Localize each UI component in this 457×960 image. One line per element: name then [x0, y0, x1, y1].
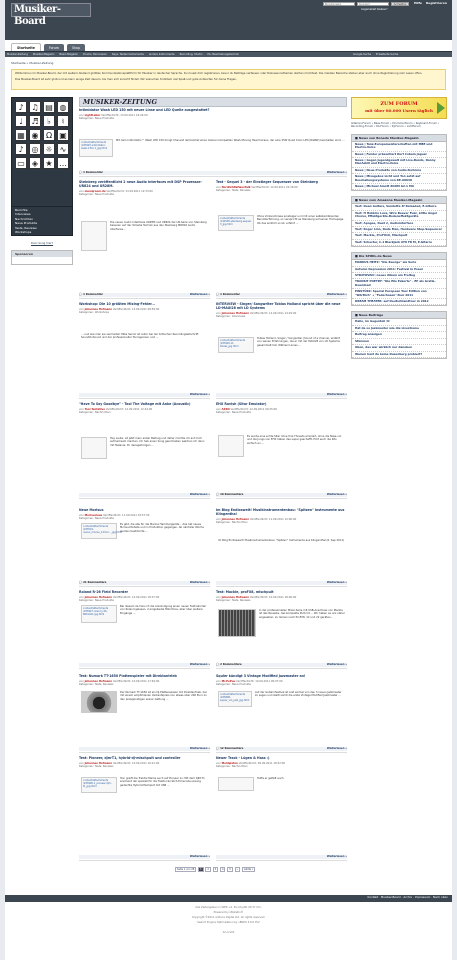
news-block: [351, 311, 447, 358]
article-card: [79, 591, 210, 669]
article-meta: von Mr.PoPuu Veröffentlicht: 10.09.2011 09:07:00 Kategorien: Neue Produkte: [216, 679, 283, 687]
page-button[interactable]: 1: [200, 868, 202, 871]
read-more-link[interactable]: Weiterlesen »: [326, 663, 347, 666]
news-item[interactable]: STRATOVAIC: neues Album am Freitag: [352, 273, 446, 279]
article-author[interactable]: Nordlicht&HausTalk: [221, 185, 251, 189]
article-meta: von Johannes Hofmann Veröffentlicht: 11.09.2011 12:06:00 Kategorien: Nachrichten: [216, 517, 297, 524]
article-thumbnail[interactable]: content/attachments /183898-squier_vm_jazz_jpg.html: [218, 691, 252, 707]
article-author[interactable]: LightLabor: [84, 113, 101, 117]
news-item[interactable]: Test: Apogee, Duet 2, Audiointerface: [352, 221, 446, 227]
article-thumbnail[interactable]: [218, 609, 256, 637]
article-card: [79, 509, 210, 587]
computer-icon[interactable]: ▭: [15, 157, 27, 169]
article-author[interactable]: Johannes Hofmann: [84, 307, 113, 311]
read-more-link[interactable]: Weiterlesen »: [326, 171, 347, 174]
instrument-icon-grid: [11, 97, 73, 207]
footer-copyright: Copyright ©2011 Adduce Digital Ltd. All rights reserved.: [191, 916, 266, 919]
saxophone-icon[interactable]: ♮: [57, 115, 69, 127]
page: [5, 0, 452, 960]
next-page-button[interactable]: »: [236, 868, 239, 871]
article-meta: von AXXO Veröffentlicht: 12.09.2011 09:45:00 Kategorien: Neue Produkte: [216, 407, 277, 415]
news-block: [351, 134, 447, 192]
article-title[interactable]: Test - Sequel 3 - der Einstieger Sequenzer von Steinberg: [216, 180, 318, 184]
article-card: [216, 591, 347, 669]
read-more-link[interactable]: Weiterlesen »: [189, 855, 210, 858]
comments-link[interactable]: 💬 21 Kommentare: [79, 581, 107, 584]
amp-icon[interactable]: ▣: [57, 129, 69, 141]
header-bar: [5, 0, 452, 50]
footer-text: [5, 905, 452, 935]
arrow-right-icon: [437, 102, 445, 114]
sponsors-heading: Sponsoren: [12, 251, 72, 257]
news-item[interactable]: Warum hast du keine Dusenberg probiert?: [352, 352, 446, 358]
news-item[interactable]: Test: Roger Linn, Dude Man, Hardware Step-Sequencer: [352, 227, 446, 233]
footer-links: Kontakt · Musiker-Board · Archiv · Impressum · Nach oben: [367, 895, 448, 899]
article-title[interactable]: Test: Numark TT-1650 Plattenspieler mit Direktantrieb: [79, 674, 177, 678]
article-thumbnail[interactable]: [81, 221, 107, 251]
article-excerpt: Der Numark TT-1650 ist ein DJ-Plattenspieler mit Direktantrieb, der mit einem empfohlenen Verkaufspreis von etwas über 200 Euro zu den preisgünstigen seiner Gattung ...: [120, 691, 207, 701]
article-card: [79, 181, 210, 299]
news-item[interactable]: MARKUS HEITZ: "Die Zwerge" als Serie: [352, 260, 446, 266]
article-author[interactable]: Morisusluus: [84, 513, 103, 517]
news-block: [351, 196, 447, 247]
article-thumbnail[interactable]: content/attachments /183990-1_pioneer-djm-t1_jpg.html: [81, 777, 117, 793]
article-excerpt: In der professionellen Mixer-Serie mit USB-Anschluss von Mackie ist das Neueste, das kompakte Pult mit ... Wir haben es uns näher angesehen, zu deinen nach ProFX8, 12 und 22 geräten...: [259, 609, 345, 619]
subnav-right: [351, 52, 447, 57]
article-footer: [79, 171, 347, 175]
news-item[interactable]: Autumn Depression 2011: Festival in Essen: [352, 267, 446, 273]
page-button[interactable]: 2: [207, 868, 209, 871]
article-meta: von LightLabor Veröffentlicht: 13.09.2011 16:24:00 Kategorien: Neue Produkte: [79, 113, 148, 121]
article-author[interactable]: Johannes Hofmann: [84, 595, 113, 599]
subnav-item[interactable]: PA, Beschallungstechnik: [207, 53, 239, 56]
article-excerpt: Es gibt, die alle für die Marine Hammergeräte ...das hat neues Morisu-Modelle und in Produktion gegangen. Ab nächster Woche werden bestimmte ...: [120, 523, 204, 533]
username-input[interactable]: [323, 2, 355, 6]
tab-startseite[interactable]: Startseite: [11, 43, 41, 51]
article-excerpt: Die neuen Audio Interfaces UR28M und UR824 der UR-Serie von Steinberg basieren auf der Yamaha Technik aus den Steinberg MR816 Audio Interfaces...: [110, 221, 207, 231]
subnav-item[interactable]: andere Instrumente: [148, 53, 175, 56]
news-block-heading[interactable]: ■ Neue Beiträge: [352, 312, 446, 319]
notice-text: Das Musiker-Board ist sehr groß und es kann einige Zeit dauern, bis man sich zurecht findet. Wir wünschen trotzdem viel Spaß und gute Antworten für deine Fragen.: [15, 76, 237, 81]
subnav-item[interactable]: Basic-Magazin: [59, 53, 78, 56]
news-block-heading[interactable]: ■ Die SPIRIL.de News: [352, 253, 446, 260]
cable-icon[interactable]: ∿: [57, 143, 69, 155]
article-card: [216, 303, 347, 399]
category-link[interactable]: Berichte: [15, 208, 28, 212]
article-card: [216, 757, 347, 861]
article-thumbnail[interactable]: [81, 691, 117, 713]
news-item[interactable]: News | Tanz-Europameisterschaften mit MBE und Electro-Voice: [352, 142, 446, 152]
welcome-notice: [11, 69, 446, 90]
page-info: Seite 1 von 28: [177, 868, 195, 871]
keyboard-icon[interactable]: ▤: [43, 101, 55, 113]
article-author[interactable]: musiqroom.de: [84, 189, 106, 193]
news-item[interactable]: Beitrag anzeigen: [352, 332, 446, 338]
read-more-link[interactable]: Weiterlesen »: [189, 493, 210, 496]
news-item[interactable]: Stimmen: [352, 339, 446, 345]
read-more-link[interactable]: Weiterlesen »: [326, 293, 347, 296]
news-item[interactable]: EINSTÜRZ: Special European Tour Edition von "Wörtlich" + "Federhosen"-Tour 2011: [352, 289, 446, 299]
article-meta: von Johannes Hofmann Veröffentlicht: 12.09.2011 14:29:00 Kategorien: Interviews: [216, 311, 297, 318]
article-author[interactable]: AXXO: [221, 407, 230, 411]
song-promo-link[interactable]: Dein Song hier?: [30, 241, 54, 246]
sponsors-box: [11, 250, 73, 265]
category-links: [11, 207, 73, 236]
article-excerpt: Tobias Holland, Singer / Songwriter (Sound of a chance), erzählt von seinen Erfahrungen, die er mit der MAUI28 von LD Systems gesammelt hat. Während eines ...: [257, 337, 340, 347]
article-meta: von Morisusluus Veröffentlicht: 11.09.2011 19:57:00 Kategorien: Neue Produkte: [79, 513, 150, 521]
article-card: [79, 109, 347, 177]
help-link[interactable]: Hilfe: [414, 1, 422, 5]
dj-icon[interactable]: ◎: [29, 143, 41, 155]
tab-shop[interactable]: Shop: [67, 44, 85, 52]
headphones-icon[interactable]: Ω: [43, 129, 55, 141]
article-title[interactable]: Im Blog Endlosweit! Musikinstrumentenbau: "Spitzen" Instrumente aus Klingenthal: [216, 508, 345, 516]
stage-icon[interactable]: ★: [43, 157, 55, 169]
footer-link-archive[interactable]: Archiv: [403, 895, 413, 899]
left-sidebar: [11, 97, 73, 265]
read-more-link[interactable]: Weiterlesen »: [326, 855, 347, 858]
article-title[interactable]: INTERVIEW - Singer/ Songwriter Tobias Holland spricht über die neue LD-MAUI28 mit LD Systems: [216, 302, 341, 310]
sub-navigation: [5, 51, 452, 57]
article-thumbnail[interactable]: content/attachments /192595-steinberg-sequel-3_jpg.html: [218, 215, 254, 231]
article-author[interactable]: Mr.PoPuu: [221, 679, 236, 683]
forum-links[interactable]: Gitarren-Forum • Bass-Forum • Drummerforum • Keyboard-Forum • Recording-Forum • PA-Forum • DJ-Forum • Lichtforum: [351, 122, 440, 129]
news-item[interactable]: Test: H Hokkiro Luca, Wire Beaver Fuzz, Little Angel Chorus, Effektgeräte-Bodeneffektgeräte: [352, 211, 446, 221]
news-blocks: [351, 134, 447, 359]
article-title[interactable]: Squier kündigt 3 Vintage Modified Jazzmaster an!: [216, 674, 306, 678]
news-item[interactable]: News | Gegen Jugendgewalt mit Live-Bands, Danny MacAskill und Electro-Voice: [352, 158, 446, 168]
news-block-heading[interactable]: ■ News vom Amazona Musiker-Magazin: [352, 197, 446, 204]
article-title[interactable]: Intimidator Wash LED 150 mit neuer Linse und LED Quelle ausgestattet?: [79, 108, 210, 112]
site-logo[interactable]: Musiker-Board: [11, 3, 91, 17]
breadcrumb[interactable]: Startseite » Musiker-Zeitung: [11, 61, 54, 65]
footer-link-contact[interactable]: Kontakt: [367, 895, 379, 899]
article-title[interactable]: Test: Pioneer, djm-T1, hybrid-dj-mischpult und controller: [79, 756, 181, 760]
article-meta: von Johannes Hofmann Veröffentlicht: 12.09.2011 08:59:00 Kategorien: Workshops: [79, 307, 160, 315]
page-button[interactable]: 4: [221, 868, 224, 871]
article-title[interactable]: Roland R-26 Field Recorder: [79, 590, 129, 594]
footer-powered: Powered by vBulletin®: [213, 911, 244, 914]
last-page-button[interactable]: Letzte »: [243, 868, 254, 871]
pagination: [175, 867, 256, 872]
footer-seo: Search Engine Optimization by vBSEO 3.6.0 PL2: [197, 921, 260, 924]
article-thumbnail[interactable]: [81, 437, 107, 459]
article-meta: von musiqroom.de Veröffentlicht: 13.09.2011 12:33:00 Kategorien: Neue Produkte: [79, 189, 153, 196]
subnav-item[interactable]: Recording, Studio: [179, 53, 203, 56]
news-item[interactable]: Test: Schecter, C-1 Blackjack ATX FR M, E-Gitarre: [352, 240, 446, 246]
news-item[interactable]: Test: Dean Guitars, Vendetta 4f Reloaded, E-Gitarre: [352, 204, 446, 210]
page-button[interactable]: 5: [229, 868, 231, 871]
news-item[interactable]: Hat da so Jazzmaster wie die Livestreme: [352, 326, 446, 332]
news-block: [351, 252, 447, 306]
article-card: [79, 403, 210, 499]
article-thumbnail[interactable]: content/attachments /183920-ld-tobias_jpg.html: [218, 337, 254, 353]
read-more-link[interactable]: Weiterlesen »: [189, 393, 210, 396]
category-link[interactable]: Nachrichten: [15, 216, 34, 221]
article-excerpt: Es wurde eine echte Sitar ohne Ihre Threads emuliert, ohne die Nase vor und die Jungs von EHX haben das super geschafft. Hört euch die Kits einfach an ...: [247, 435, 342, 445]
footer-link-top[interactable]: Nach oben: [433, 895, 448, 899]
guitar-icon[interactable]: ♪: [15, 101, 27, 113]
microphone-icon[interactable]: ♩: [15, 115, 27, 127]
bass-icon[interactable]: ♫: [29, 101, 41, 113]
trumpet-icon[interactable]: ♭: [43, 115, 55, 127]
news-item[interactable]: Hallo, im Gegenteil :D: [352, 319, 446, 325]
article-author[interactable]: Johannes Hofmann: [221, 595, 250, 599]
main-tabs: [11, 43, 87, 51]
footer-link-imprint[interactable]: Impressum: [414, 895, 431, 899]
read-more-link[interactable]: Weiterlesen »: [326, 393, 347, 396]
article-excerpt: ... und wie man sie vermeidet. Mike Senior ist Autor bei der britischen Recordingzeitschrift SoundOnSound und der professioneller Toningenieur und ...: [81, 333, 199, 340]
drum-icon[interactable]: ◍: [57, 101, 69, 113]
register-link[interactable]: Registrieren: [426, 1, 447, 5]
read-more-link[interactable]: Weiterlesen »: [189, 293, 210, 296]
banner-subtitle: mit über 80.000 Usern täglich: [365, 107, 433, 113]
article-title[interactable]: Neue Morisus: [79, 508, 104, 512]
article-thumbnail[interactable]: content/attachments /183519-nuevo_morisu_12mm..._jpg.html: [81, 523, 117, 539]
article-excerpt: Hon greift die Traktor-Meme auch auf Pioneer zu: Mit dem DJM-T1 erscheint der speziell für die Traktor-Scratch-Timecode-Lösung gedachte Hybrid-Mischpult mit USB ...: [120, 777, 205, 787]
footer-timezone: Alle Zeitangaben in WEZ +2. Es ist jetzt 20:37 Uhr.: [195, 906, 262, 909]
article-excerpt: Mit dem Intimidator™ Wash LED 150 bringt Chauvet demnächst einen kleinen kompakten Wash-Moving Head heraus, der eine 45W Quad Color LED (RGBW) beinhalten wird, ...: [116, 139, 345, 142]
article-card: [216, 509, 347, 587]
news-item[interactable]: Oben, das war wirklich nur daneben: [352, 345, 446, 351]
read-more-link[interactable]: Weiterlesen »: [326, 747, 347, 750]
comments-link[interactable]: 💬 12 Kommentare: [216, 747, 244, 750]
login-box: [323, 2, 448, 16]
article-meta: von Moldpiston Veröffentlicht: 09.09.2011 18:52:00 Kategorien: Nachrichten: [216, 761, 286, 769]
google-search-link[interactable]: Google-Suche: [353, 53, 372, 56]
subnav-item[interactable]: Keys, Tasteninstrumente: [111, 53, 144, 56]
article-title[interactable]: Test: Mackie, proFX8, mischpult: [216, 590, 274, 594]
footer-bar: [5, 895, 452, 902]
article-excerpt: Im Blog Endlosweit! Musikinstrumentenbau: "Spitzen" Instrumente aus Klingenthal (6. Sep 2011): [218, 539, 345, 542]
article-author[interactable]: Johannes Hofmann: [84, 679, 113, 683]
news-item[interactable]: TRANSIT POETRY: "Die Eile Eskorte" - EP als Gratis-Download: [352, 279, 446, 289]
note-icon[interactable]: ♪: [15, 143, 27, 155]
news-item[interactable]: News | Michael Amott ZOOM G2.1 MA: [352, 184, 446, 190]
advanced-search-link[interactable]: Erweiterte Suche: [376, 53, 399, 56]
main-content: [79, 97, 347, 871]
read-more-link[interactable]: Weiterlesen »: [189, 663, 210, 666]
light-icon[interactable]: ☼: [43, 143, 55, 155]
article-excerpt: Bei diesem de hole ich die Ankündigung einen neuen Feldrekorder von Roland gelesen. 2 eingebaute Mikrofone, aber über weitere Eingänge ...: [120, 605, 207, 615]
news-block-heading[interactable]: ■ News von Bonedo Musiker-Magazin: [352, 135, 446, 142]
article-excerpt: Ohne Vorkenntnisse einsteiger und mit einer selbsterklärenden Benutzerführung, so verspricht es Steinberg auf seiner Homepage. Ob das wirklich so ist, erfahrt ...: [257, 215, 345, 225]
article-meta: von Johannes Hofmann Veröffentlicht: 10.09.2011 17:49:00 Kategorien: Tests, Reviews: [79, 679, 160, 687]
article-card: [79, 757, 210, 861]
login-button[interactable]: Anmelden: [391, 2, 409, 6]
article-title[interactable]: Workshop: Die 10 größten Mixing-Fehler...: [79, 302, 156, 306]
article-title[interactable]: "Have To Say Goodbye" - Tool The Voltage mit Anke (Acoustic): [79, 402, 191, 406]
read-more-link[interactable]: Weiterlesen »: [326, 493, 347, 496]
category-link[interactable]: Interviews: [15, 212, 31, 217]
subnav-item[interactable]: Musiker-Zeitung: [7, 53, 28, 56]
article-thumbnail[interactable]: content/attachments /183920-intimidator-wash-150-r1_jpg.html: [79, 139, 113, 157]
article-thumbnail[interactable]: [218, 777, 254, 791]
comments-link[interactable]: 💬 1 Kommentar: [79, 171, 103, 174]
section-heading: MUSIKER-ZEITUNG: [79, 97, 347, 107]
comments-link[interactable]: 💬 1 Kommentar: [216, 293, 240, 296]
article-author[interactable]: Moldpiston: [221, 761, 238, 765]
read-more-link[interactable]: Weiterlesen »: [189, 747, 210, 750]
right-sidebar: [351, 97, 447, 359]
article-meta: von Johannes Hofmann Veröffentlicht: 10.09.2011 16:21:00 Kategorien: Tests, Reviews: [79, 761, 160, 769]
subnav-item[interactable]: Drums, Percussion: [82, 53, 107, 56]
article-meta: von Nordlicht&HausTalk Veröffentlicht: 12.09.2011 22:36:00 Kategorien: Tests, Reviews: [216, 185, 298, 193]
article-excerpt: Auf der Guitarnfestival ist erst einmal von den 3 neuen Jazzmaster zu sagen und stellt somit die erste Vintage Modified Jazzmaster ...: [255, 691, 342, 698]
article-author[interactable]: Johannes Hofmann: [221, 311, 250, 315]
speaker-icon[interactable]: ◉: [29, 129, 41, 141]
article-author[interactable]: Johannes Hofmann: [221, 517, 250, 521]
article-card: [216, 403, 347, 499]
article-meta: von Tool Tentative Veröffentlicht: 12.09.2011 12:44:00 Kategorien: Nachrichten: [79, 407, 153, 415]
article-card: [216, 675, 347, 753]
footer-link-home[interactable]: Musiker-Board: [380, 895, 401, 899]
article-meta: von Johannes Hofmann Veröffentlicht: 10.09.2011 18:37:00 Kategorien: Neue Produkte: [79, 595, 160, 603]
more-icon[interactable]: …: [59, 159, 67, 168]
article-author[interactable]: Tool Tentative: [84, 407, 105, 411]
comments-link[interactable]: 💬 2 Kommentare: [216, 663, 242, 666]
article-author[interactable]: Johannes Hofmann: [84, 761, 113, 765]
comments-link[interactable]: 💬 10 Kommentare: [216, 493, 244, 496]
read-more-link[interactable]: Weiterlesen »: [326, 581, 347, 584]
category-link[interactable]: Neue Produkte: [15, 221, 38, 226]
subnav-item[interactable]: Musiker-Magazin: [32, 53, 55, 56]
article-title[interactable]: Steinberg veröffentlicht 2 neue Audio Interfaces mit DSP Prozessor: UR824 und UR28M.: [79, 180, 202, 188]
article-card: [79, 675, 210, 753]
article-title[interactable]: Neuer Track - Lügen & Hass :): [216, 756, 270, 760]
violin-icon[interactable]: ♬: [29, 115, 41, 127]
forum-banner[interactable]: [351, 97, 447, 119]
footer-version: 12.ocv01: [222, 931, 235, 934]
tab-forum[interactable]: Forum: [44, 44, 64, 52]
article-excerpt: Hey Leute, ist jetzt mein erster Beitrag und daher möchte ich auf mich aufmerksam machen. Ich hab einen Song geschrieben welchen ich dann mit Melanie, Ihr dazugehörigen ...: [110, 437, 205, 447]
article-thumbnail[interactable]: [218, 435, 244, 457]
news-item[interactable]: DREAM THEATER: auf Deutschlandtour in 2012: [352, 299, 446, 305]
article-excerpt: Hoffe er gefällt euch: [257, 777, 284, 780]
news-item[interactable]: News | Mixagebox Licht und Ton setzt auf Beschallungssysteme von RE-AUDIO: [352, 174, 446, 184]
article-thumbnail[interactable]: content/attachments /183927-roland_r26-864x421.jpg.html: [81, 605, 117, 623]
article-card: [79, 303, 210, 399]
news-item[interactable]: News | Neue Produkte von Audio-Technica: [352, 168, 446, 174]
remember-checkbox-label[interactable]: Angemeldet bleiben?: [361, 8, 388, 11]
studio-icon[interactable]: ◈: [29, 157, 41, 169]
mixer-icon[interactable]: ▦: [15, 129, 27, 141]
banner-title: ZUM FORUM: [380, 101, 418, 107]
page-button[interactable]: 3: [214, 868, 217, 871]
category-link[interactable]: Workshops: [15, 230, 32, 235]
article-title[interactable]: EHX Ravish (Sitar Emulator): [216, 402, 267, 406]
article-meta: von Johannes Hofmann Veröffentlicht: 10.09.2011 18:00:00 Kategorien: Tests, Reviews: [216, 595, 297, 603]
article-card: [216, 181, 347, 299]
read-more-link[interactable]: Weiterlesen »: [189, 581, 210, 584]
category-link[interactable]: Tests, Reviews: [15, 225, 37, 230]
password-input[interactable]: [357, 2, 389, 6]
notice-text: Willkommen im Musiker-Board, der mit weitem Abstand größten Kommunikationsplattform für Musiker in deutscher Sprache. Du musst dich registrieren, bevor du Beiträge verfassen oder Diskussionsthemen starten möchtest. Die meisten Bereiche stehen aber auch ohne Registrierung zum Lesen offen.: [15, 71, 423, 75]
comments-link[interactable]: 💬 1 Kommentar: [79, 293, 103, 296]
news-item[interactable]: Test: Mackie, ProFX16, Mischpult: [352, 233, 446, 239]
news-item[interactable]: News | Fender präsentiert Kurt Cobain Jaguar: [352, 152, 446, 158]
